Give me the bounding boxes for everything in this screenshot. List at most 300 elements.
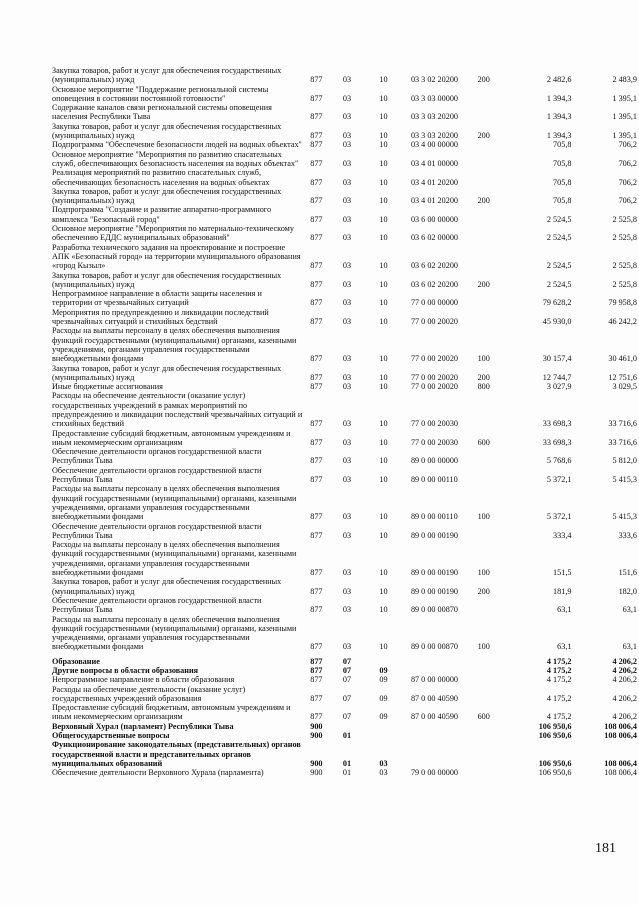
expense-type-code — [474, 596, 513, 615]
row-name: Основное мероприятие "Мероприятия по развитию спасательных служб, обеспечивающих безопасность населения на водных объектах" — [52, 149, 299, 168]
amount-year-1: 1 394,3 — [546, 93, 572, 103]
table-row — [52, 168, 639, 187]
table-row — [52, 652, 639, 666]
amount-year-1: 705,8 — [553, 196, 572, 206]
amount-year-1: 106 950,6 — [538, 768, 572, 778]
amount-year-1: 2 524,5 — [546, 279, 572, 289]
row-name: Разработка технического задания на проектирование и построение АПК «Безопасный город» на территории муниципального образования «город Кызыл» — [52, 242, 301, 271]
amount-year-2: 2 525,8 — [612, 214, 637, 224]
section-code: 07 — [342, 675, 352, 685]
amount-year-1: 705,8 — [553, 158, 572, 168]
subsection-code: 10 — [379, 75, 388, 85]
table-row — [52, 187, 639, 206]
amount-year-2: 33 716,6 — [608, 437, 637, 447]
target-item-code: 89 0 00 00110 — [410, 475, 458, 485]
amount-year-2: 2 483,9 — [612, 75, 637, 85]
expense-type-code: 200 — [477, 196, 490, 206]
amount-year-2: 706,2 — [618, 177, 637, 187]
subsection-code: 10 — [379, 382, 388, 392]
amount-year-1: 30 157,4 — [542, 354, 572, 364]
subsection-code: 10 — [379, 298, 388, 308]
subsection-code: 10 — [379, 568, 388, 578]
section-code: 03 — [342, 93, 352, 103]
expense-type-code — [474, 103, 513, 122]
ministry-code: 877 — [310, 131, 323, 141]
section-code: 03 — [342, 75, 352, 85]
table-row — [52, 522, 639, 541]
amount-year-1: 3 027,9 — [546, 382, 572, 392]
target-item-code: 79 0 00 00000 — [410, 768, 459, 778]
subsection-code: 10 — [379, 530, 388, 540]
amount-year-1: 4 175,2 — [546, 675, 572, 685]
row-name: Содержание каналов связи региональной системы оповещения населения Республики Тыва — [52, 103, 272, 122]
ministry-code: 877 — [310, 261, 323, 271]
amount-year-1: 2 524,5 — [546, 214, 572, 224]
row-name: Непрограммное направление в области образования — [52, 675, 235, 685]
target-item-code: 03 4 01 20200 — [410, 177, 459, 187]
expense-type-code: 600 — [477, 437, 490, 447]
expense-type-code — [474, 224, 513, 243]
section-code: 03 — [342, 530, 352, 540]
table-row — [52, 391, 639, 428]
ministry-code: 877 — [310, 675, 323, 685]
amount-year-1: 333,4 — [553, 530, 572, 540]
amount-year-2: 706,2 — [618, 140, 637, 150]
amount-year-2: 30 461,0 — [608, 354, 637, 364]
section-code: 03 — [342, 196, 352, 206]
amount-year-1: 4 175,2 — [546, 712, 572, 722]
amount-year-2: 12 751,6 — [608, 372, 637, 382]
subsection-code: 10 — [379, 233, 388, 243]
target-item-code: 03 4 00 00000 — [410, 140, 459, 150]
amount-year-1: 106 950,6 — [538, 721, 572, 731]
expense-type-code — [474, 150, 513, 169]
ministry-code: 877 — [310, 642, 323, 652]
target-item-code — [407, 722, 474, 731]
subsection-code: 10 — [379, 586, 388, 596]
ministry-code: 877 — [310, 214, 323, 224]
target-item-code: 03 3 02 20200 — [410, 75, 459, 85]
target-item-code: 03 6 02 20200 — [410, 279, 459, 289]
row-name: Закупка товаров, работ и услуг для обеспечения государственных (муниципальных) нужд — [52, 121, 282, 141]
subsection-code: 03 — [379, 768, 388, 778]
target-item-code: 03 4 01 20200 — [410, 196, 459, 206]
ministry-code: 877 — [310, 712, 323, 722]
subsection-code: 10 — [379, 605, 388, 615]
expense-type-code — [474, 289, 513, 308]
row-name: Подпрограмма "Обеспечение безопасности людей на водных объектах" — [52, 140, 302, 150]
section-code: 03 — [342, 233, 352, 243]
section-code: 03 — [342, 419, 352, 429]
subsection-code: 10 — [379, 512, 388, 522]
section-code: 03 — [342, 354, 352, 364]
ministry-code: 877 — [310, 279, 323, 289]
expense-type-code: 100 — [477, 512, 490, 522]
subsection-code — [373, 731, 407, 740]
section-code: 01 — [342, 758, 352, 768]
section-code: 03 — [342, 605, 352, 615]
section-code: 03 — [342, 437, 352, 447]
subsection-code: 03 — [379, 758, 388, 768]
row-name: Реализация мероприятий по развитию спасательных служб, обеспечивающих безопасность населения на водных объектах — [52, 168, 270, 187]
ministry-code: 900 — [310, 731, 323, 741]
row-name: Закупка товаров, работ и услуг для обеспечения государственных (муниципальных) нужд — [52, 577, 282, 596]
expense-type-code — [474, 168, 513, 187]
target-item-code: 77 0 00 20030 — [410, 437, 459, 447]
subsection-code: 10 — [379, 214, 388, 224]
row-name: Основное мероприятие "Мероприятия по материально-техническому обеспечению ЕДДС муниципальных образований" — [52, 224, 294, 243]
target-item-code: 03 3 03 20200 — [410, 131, 459, 141]
target-item-code: 89 0 00 00190 — [410, 568, 459, 578]
table-row — [52, 85, 639, 104]
target-item-code: 03 3 03 00000 — [410, 93, 459, 103]
table-row — [52, 103, 639, 122]
subsection-code: 10 — [379, 437, 388, 447]
row-name: Предоставление субсидий бюджетным, автономным учреждениям и иным некоммерческим организациям — [52, 428, 291, 447]
target-item-code: 77 0 00 20020 — [410, 354, 459, 364]
amount-year-2: 2 525,8 — [612, 261, 637, 271]
ministry-code: 877 — [310, 158, 323, 168]
row-name: Предоставление субсидий бюджетным, автономным учреждениям и иным некоммерческим организациям — [52, 703, 291, 722]
row-name: Обеспечение деятельности Верховного Хурала (парламента) — [52, 768, 264, 778]
row-name: Расходы на выплаты персоналу в целях обеспечения выполнения функций государственными (муниципальными) органами, казенными учреждениями, органами управления государственными внебюджетными фондами — [52, 614, 297, 652]
row-name: Образование — [52, 656, 100, 666]
target-item-code: 77 0 00 20020 — [410, 317, 459, 327]
amount-year-2: 79 958,8 — [608, 298, 637, 308]
amount-year-2: 1 395,1 — [612, 112, 637, 122]
section-code: 07 — [342, 712, 352, 722]
row-name: Иные бюджетные ассигнования — [52, 382, 163, 392]
expense-type-code — [474, 731, 513, 740]
subsection-code: 10 — [379, 642, 388, 652]
amount-year-2: 5 415,3 — [612, 512, 637, 522]
section-code: 07 — [342, 666, 352, 675]
section-code: 03 — [342, 177, 352, 187]
ministry-code: 877 — [310, 568, 323, 578]
amount-year-1: 1 394,3 — [546, 131, 572, 141]
expense-type-code — [474, 768, 513, 777]
ministry-code: 877 — [310, 512, 323, 522]
amount-year-2: 4 206,2 — [612, 656, 637, 666]
amount-year-2: 108 006,4 — [604, 731, 637, 741]
amount-year-2: 46 242,2 — [608, 317, 637, 327]
expense-type-code — [474, 308, 513, 327]
target-item-code: 77 0 00 20020 — [410, 372, 459, 382]
subsection-code — [373, 652, 407, 666]
row-name: Мероприятия по предупреждению и ликвидации последствий чрезвычайных ситуаций и стихийных бедствий — [52, 307, 269, 327]
section-code: 03 — [342, 140, 352, 150]
ministry-code: 877 — [310, 354, 323, 364]
amount-year-2: 4 206,2 — [612, 712, 637, 722]
ministry-code: 877 — [310, 456, 323, 466]
row-name: Обеспечение деятельности органов государственной власти Республики Тыва — [52, 447, 262, 466]
table-row — [52, 326, 639, 363]
table-row — [52, 540, 639, 577]
subsection-code: 10 — [379, 317, 388, 327]
ministry-code: 877 — [310, 93, 323, 103]
expense-type-code — [474, 243, 513, 271]
expense-type-code — [474, 85, 513, 104]
subsection-code: 09 — [379, 693, 388, 703]
amount-year-1: 4 175,2 — [546, 666, 572, 675]
section-code: 03 — [342, 279, 352, 289]
table-row — [52, 466, 639, 485]
table-row — [52, 577, 639, 596]
amount-year-1: 705,8 — [553, 140, 572, 150]
section-code: 03 — [342, 158, 352, 168]
subsection-code: 10 — [379, 158, 388, 168]
amount-year-2: 5 812,0 — [612, 456, 637, 466]
row-name: Обеспечение деятельности органов государственной власти Республики Тыва — [52, 465, 262, 485]
table-row — [52, 224, 639, 243]
expense-type-code — [474, 652, 513, 666]
amount-year-2: 63,1 — [622, 642, 637, 652]
expense-type-code: 200 — [477, 372, 490, 382]
table-row — [52, 289, 639, 308]
subsection-code: 10 — [379, 372, 388, 382]
ministry-code: 877 — [310, 177, 323, 187]
amount-year-2: 108 006,4 — [604, 768, 637, 778]
amount-year-1: 2 524,5 — [546, 261, 572, 271]
ministry-code: 877 — [310, 140, 323, 150]
amount-year-1: 151,5 — [553, 568, 572, 578]
table-row — [52, 429, 639, 448]
table-row — [52, 66, 639, 85]
ministry-code: 877 — [310, 196, 323, 206]
amount-year-1: 5 372,1 — [546, 475, 572, 485]
amount-year-1: 4 175,2 — [546, 693, 572, 703]
amount-year-2: 706,2 — [618, 196, 637, 206]
amount-year-1: 33 698,3 — [542, 437, 572, 447]
section-code: 07 — [342, 693, 352, 703]
section-code: 01 — [342, 731, 352, 741]
table-row — [52, 447, 639, 466]
target-item-code: 03 6 00 00000 — [410, 214, 459, 224]
target-item-code: 87 0 00 00000 — [410, 675, 459, 685]
table-row — [52, 364, 639, 383]
target-item-code: 89 0 00 00000 — [410, 456, 459, 466]
section-code: 03 — [342, 456, 352, 466]
ministry-code: 877 — [310, 75, 323, 85]
table-row — [52, 675, 639, 684]
section-code: 03 — [342, 261, 352, 271]
section-code: 03 — [342, 642, 352, 652]
row-name: Расходы на выплаты персоналу в целях обеспечения выполнения функций государственными (муниципальными) органами, казенными учреждениями, органами управления государственными внебюджетными фондами — [52, 540, 297, 578]
target-item-code: 77 0 00 00000 — [410, 298, 459, 308]
row-name: Другие вопросы в области образования — [52, 666, 199, 675]
section-code: 01 — [342, 768, 352, 778]
amount-year-1: 705,8 — [553, 177, 572, 187]
target-item-code: 77 0 00 20020 — [410, 382, 459, 392]
amount-year-1: 2 524,5 — [546, 233, 572, 243]
expense-type-code: 200 — [477, 131, 490, 141]
amount-year-1: 12 744,7 — [542, 372, 572, 382]
expense-type-code — [474, 447, 513, 466]
amount-year-1: 5 372,1 — [546, 512, 572, 522]
section-code: 03 — [342, 568, 352, 578]
amount-year-2: 108 006,4 — [604, 758, 637, 768]
table-row — [52, 140, 639, 149]
row-name: Закупка товаров, работ и услуг для обеспечения государственных (муниципальных) нужд — [52, 270, 282, 289]
expense-type-code — [474, 685, 513, 704]
expense-type-code — [474, 140, 513, 149]
amount-year-2: 63,1 — [622, 605, 637, 615]
ministry-code: 900 — [310, 758, 323, 768]
target-item-code: 77 0 00 20030 — [410, 419, 459, 429]
row-name: Закупка товаров, работ и услуг для обеспечения государственных (муниципальных) нужд — [52, 363, 282, 382]
target-item-code — [407, 731, 474, 740]
ministry-code: 877 — [310, 233, 323, 243]
subsection-code: 10 — [379, 93, 388, 103]
row-name: Непрограммное направление в области защиты населения и территории от чрезвычайных ситуаций — [52, 289, 262, 308]
ministry-code: 877 — [310, 475, 323, 485]
section-code — [337, 722, 373, 731]
target-item-code: 89 0 00 00110 — [410, 512, 458, 522]
table-row — [52, 150, 639, 169]
table-row — [52, 722, 639, 731]
expense-type-code — [474, 722, 513, 731]
section-code: 03 — [342, 475, 352, 485]
expense-type-code: 200 — [477, 586, 490, 596]
section-code: 03 — [342, 372, 352, 382]
amount-year-2: 3 029,5 — [612, 382, 637, 392]
subsection-code: 10 — [379, 354, 388, 364]
amount-year-2: 4 206,2 — [612, 666, 637, 675]
ministry-code: 877 — [310, 656, 323, 666]
section-code: 07 — [342, 656, 352, 666]
target-item-code: 89 0 00 00190 — [410, 530, 459, 540]
amount-year-1: 79 628,2 — [542, 298, 572, 308]
ministry-code: 877 — [310, 666, 323, 675]
row-name: Расходы на выплаты персоналу в целях обеспечения выполнения функций государственными (муниципальными) органами, казенными учреждениями, органами управления государственными внебюджетными фондами — [52, 326, 297, 364]
ministry-code: 900 — [310, 721, 323, 731]
expense-type-code: 200 — [477, 279, 490, 289]
amount-year-2: 108 006,4 — [604, 721, 637, 731]
amount-year-1: 63,1 — [557, 642, 572, 652]
ministry-code: 877 — [310, 112, 323, 122]
target-item-code: 03 4 01 00000 — [410, 158, 459, 168]
row-name: Верховный Хурал (парламент) Республики Тыва — [52, 721, 234, 731]
amount-year-1: 45 930,0 — [542, 317, 572, 327]
target-item-code — [407, 666, 474, 675]
expense-type-code — [474, 466, 513, 485]
ministry-code: 877 — [310, 586, 323, 596]
amount-year-1: 33 698,3 — [542, 419, 572, 429]
ministry-code: 877 — [310, 530, 323, 540]
ministry-code: 877 — [310, 382, 323, 392]
table-row — [52, 703, 639, 722]
table-row — [52, 205, 639, 224]
amount-year-1: 2 482,6 — [546, 75, 572, 85]
ministry-code: 877 — [310, 419, 323, 429]
row-name: Подпрограмма "Создание и развитие аппаратно-программного комплекса "Безопасный город" — [52, 205, 272, 224]
subsection-code: 09 — [379, 675, 388, 685]
subsection-code: 10 — [379, 279, 388, 289]
amount-year-2: 2 525,8 — [612, 233, 637, 243]
budget-table-body — [52, 66, 639, 778]
subsection-code: 10 — [379, 112, 388, 122]
target-item-code: 03 6 02 20200 — [410, 261, 459, 271]
expense-type-code: 200 — [477, 75, 490, 85]
subsection-code: 10 — [379, 177, 388, 187]
target-item-code — [407, 740, 474, 768]
section-code: 03 — [342, 112, 352, 122]
subsection-code: 10 — [379, 456, 388, 466]
subsection-code: 10 — [379, 419, 388, 429]
expense-type-code: 100 — [477, 354, 490, 364]
row-name: Расходы на обеспечение деятельности (оказание услуг) государственных учреждений в рамках мероприятий по предупреждению и ликвидации последствий чрезвычайных ситуаций и стихийных бедствий — [52, 391, 303, 429]
subsection-code — [373, 722, 407, 731]
amount-year-2: 5 415,3 — [612, 475, 637, 485]
row-name: Обеспечение деятельности органов государственной власти Республики Тыва — [52, 521, 262, 540]
expense-type-code: 600 — [477, 712, 490, 722]
target-item-code: 03 6 02 00000 — [410, 233, 459, 243]
ministry-code: 900 — [310, 768, 323, 778]
table-row — [52, 615, 639, 652]
expense-type-code: 800 — [477, 382, 490, 392]
row-name: Расходы на выплаты персоналу в целях обеспечения выполнения функций государственными (муниципальными) органами, казенными учреждениями, органами управления государственными внебюджетными фондами — [52, 484, 297, 522]
ministry-code: 877 — [310, 317, 323, 327]
amount-year-2: 4 206,2 — [612, 675, 637, 685]
ministry-code: 877 — [310, 372, 323, 382]
expense-type-code — [474, 391, 513, 428]
row-name: Закупка товаров, работ и услуг для обеспечения государственных (муниципальных) нужд — [52, 66, 282, 85]
amount-year-2: 151,6 — [618, 568, 637, 578]
section-code: 03 — [342, 214, 352, 224]
row-name: Общегосударственные вопросы — [52, 731, 170, 741]
row-name: Обеспечение деятельности органов государственной власти Республики Тыва — [52, 595, 262, 615]
subsection-code: 10 — [379, 475, 388, 485]
subsection-code: 10 — [379, 261, 388, 271]
table-row — [52, 271, 639, 290]
amount-year-2: 182,0 — [618, 586, 637, 596]
target-item-code: 89 0 00 00870 — [410, 642, 459, 652]
expense-type-code — [474, 675, 513, 684]
ministry-code: 877 — [310, 437, 323, 447]
target-item-code: 87 0 00 40590 — [410, 693, 459, 703]
subsection-code: 10 — [379, 131, 388, 141]
table-row — [52, 243, 639, 271]
amount-year-1: 1 394,3 — [546, 112, 572, 122]
page-number: 181 — [595, 841, 616, 856]
section-code: 03 — [342, 382, 352, 392]
table-row — [52, 382, 639, 391]
subsection-code: 10 — [379, 140, 388, 150]
amount-year-1: 5 768,6 — [546, 456, 572, 466]
expense-type-code: 100 — [477, 568, 490, 578]
table-row — [52, 666, 639, 675]
expense-type-code — [474, 740, 513, 768]
section-code: 03 — [342, 586, 352, 596]
ministry-code: 877 — [310, 605, 323, 615]
section-code: 03 — [342, 131, 352, 141]
amount-year-1: 106 950,6 — [538, 758, 572, 768]
ministry-code: 877 — [310, 693, 323, 703]
amount-year-2: 33 716,6 — [608, 419, 637, 429]
subsection-code: 10 — [379, 196, 388, 206]
row-name: Расходы на обеспечение деятельности (оказание услуг) государственных учреждений образования — [52, 684, 246, 703]
target-item-code: 87 0 00 40590 — [410, 712, 459, 722]
subsection-code: 09 — [379, 666, 388, 675]
amount-year-1: 4 175,2 — [546, 656, 572, 666]
budget-table — [52, 66, 639, 778]
target-item-code: 89 0 00 00190 — [410, 586, 459, 596]
table-row — [52, 731, 639, 740]
amount-year-2: 1 395,1 — [612, 93, 637, 103]
amount-year-2: 333,6 — [618, 530, 637, 540]
expense-type-code: 100 — [477, 642, 490, 652]
row-name: Функционирование законодательных (представительных) органов государственной власти и представительных органов муниципальных образований — [52, 740, 301, 768]
